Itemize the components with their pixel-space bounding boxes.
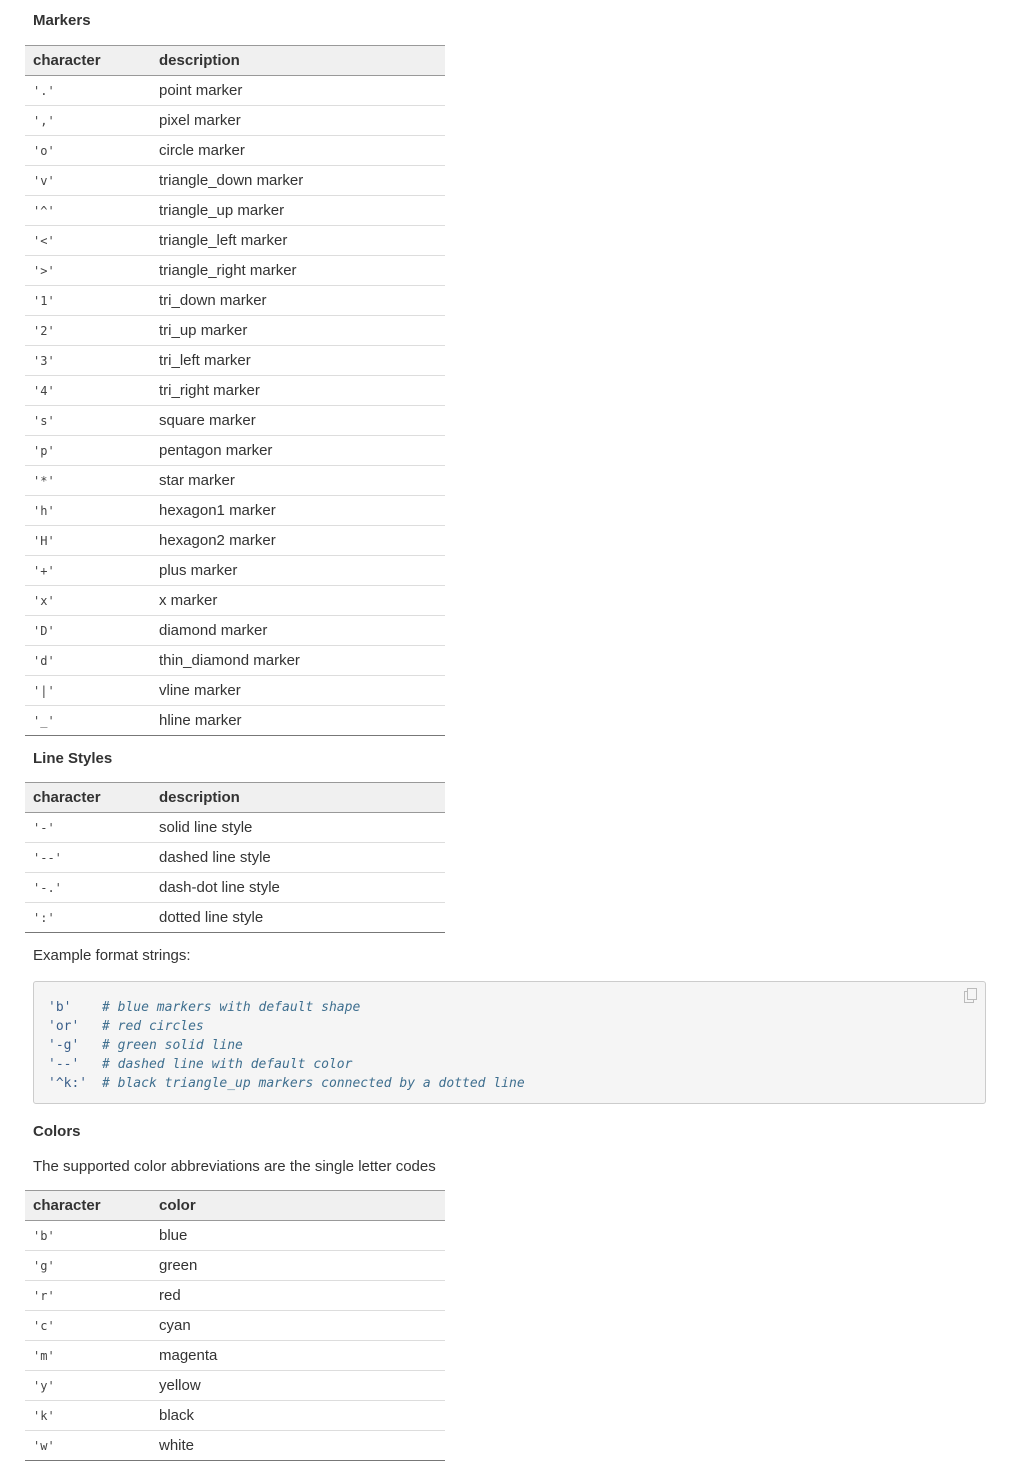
row-description: point marker xyxy=(151,76,445,106)
table-header-row xyxy=(25,1191,445,1221)
character-code: '+' xyxy=(33,564,55,578)
character-code: '-' xyxy=(33,821,55,835)
table-row xyxy=(25,1401,445,1431)
row-description: triangle_left marker xyxy=(151,226,445,256)
row-description: plus marker xyxy=(151,556,445,586)
code-string: '^k:' xyxy=(48,1076,88,1091)
character-code: '<' xyxy=(33,234,55,248)
character-code: '2' xyxy=(33,324,55,338)
column-header: character xyxy=(25,46,151,76)
table-row xyxy=(25,646,445,676)
table-row xyxy=(25,706,445,736)
character-code: 'w' xyxy=(33,1439,55,1453)
table-row xyxy=(25,406,445,436)
markers-table-body xyxy=(25,76,445,736)
row-description: triangle_down marker xyxy=(151,166,445,196)
table-header-row xyxy=(25,46,445,76)
character-code: '_' xyxy=(33,714,55,728)
table-row xyxy=(25,1251,445,1281)
character-code: 'D' xyxy=(33,624,55,638)
table-row xyxy=(25,496,445,526)
character-code: 'x' xyxy=(33,594,55,608)
code-block xyxy=(33,981,986,1104)
code-string: 'b' xyxy=(48,1000,72,1015)
table-row xyxy=(25,346,445,376)
table-row xyxy=(25,1371,445,1401)
row-description: cyan xyxy=(151,1311,445,1341)
code-comment: # black triangle_up markers connected by a dotted line xyxy=(102,1076,525,1091)
character-code: '3' xyxy=(33,354,55,368)
row-description: black xyxy=(151,1401,445,1431)
character-code: ',' xyxy=(33,114,55,128)
row-description: circle marker xyxy=(151,136,445,166)
character-code: '1' xyxy=(33,294,55,308)
table-row xyxy=(25,1311,445,1341)
row-description: dotted line style xyxy=(151,903,445,933)
row-description: tri_right marker xyxy=(151,376,445,406)
character-code: '*' xyxy=(33,474,55,488)
character-code: '|' xyxy=(33,684,55,698)
row-description: hexagon2 marker xyxy=(151,526,445,556)
character-code: 'h' xyxy=(33,504,55,518)
character-code: '4' xyxy=(33,384,55,398)
markers-table xyxy=(25,45,445,736)
colors-table xyxy=(25,1190,445,1461)
character-code: 'm' xyxy=(33,1349,55,1363)
column-header: character xyxy=(25,783,151,813)
row-description: thin_diamond marker xyxy=(151,646,445,676)
column-header: description xyxy=(151,783,445,813)
code-line xyxy=(48,998,525,1017)
code-comment: # dashed line with default color xyxy=(102,1057,353,1072)
row-description: square marker xyxy=(151,406,445,436)
table-row xyxy=(25,843,445,873)
table-row xyxy=(25,196,445,226)
table-row xyxy=(25,676,445,706)
column-header: character xyxy=(25,1191,151,1221)
table-row xyxy=(25,256,445,286)
row-description: red xyxy=(151,1281,445,1311)
character-code: '-.' xyxy=(33,881,62,895)
table-row xyxy=(25,1281,445,1311)
row-description: solid line style xyxy=(151,813,445,843)
character-code: 'p' xyxy=(33,444,55,458)
row-description: green xyxy=(151,1251,445,1281)
markers-heading: Markers xyxy=(33,12,91,29)
row-description: dashed line style xyxy=(151,843,445,873)
code-string: 'or' xyxy=(48,1019,80,1034)
colors-table-body xyxy=(25,1221,445,1461)
table-row xyxy=(25,106,445,136)
table-row xyxy=(25,526,445,556)
row-description: yellow xyxy=(151,1371,445,1401)
table-row xyxy=(25,1341,445,1371)
code-line xyxy=(48,1036,525,1055)
examples-intro: Example format strings: xyxy=(33,947,191,964)
table-row xyxy=(25,586,445,616)
line-styles-heading: Line Styles xyxy=(33,750,113,767)
row-description: triangle_right marker xyxy=(151,256,445,286)
code-lines xyxy=(48,998,525,1093)
table-row xyxy=(25,873,445,903)
row-description: dash-dot line style xyxy=(151,873,445,903)
character-code: 'H' xyxy=(33,534,55,548)
row-description: hline marker xyxy=(151,706,445,736)
row-description: white xyxy=(151,1431,445,1461)
character-code: 'o' xyxy=(33,144,55,158)
line-styles-table-body xyxy=(25,813,445,933)
table-row xyxy=(25,226,445,256)
table-header-row xyxy=(25,783,445,813)
character-code: '--' xyxy=(33,851,62,865)
colors-heading: Colors xyxy=(33,1123,81,1140)
row-description: hexagon1 marker xyxy=(151,496,445,526)
row-description: triangle_up marker xyxy=(151,196,445,226)
table-row xyxy=(25,1221,445,1251)
character-code: 'v' xyxy=(33,174,55,188)
code-line xyxy=(48,1074,525,1093)
table-row xyxy=(25,556,445,586)
code-line xyxy=(48,1055,525,1074)
character-code: '^' xyxy=(33,204,55,218)
table-row xyxy=(25,286,445,316)
row-description: pentagon marker xyxy=(151,436,445,466)
character-code: 'd' xyxy=(33,654,55,668)
table-row xyxy=(25,903,445,933)
line-styles-table xyxy=(25,782,445,933)
character-code: '>' xyxy=(33,264,55,278)
row-description: tri_down marker xyxy=(151,286,445,316)
row-description: magenta xyxy=(151,1341,445,1371)
character-code: 'c' xyxy=(33,1319,55,1333)
row-description: x marker xyxy=(151,586,445,616)
code-string: '-g' xyxy=(48,1038,80,1053)
table-row xyxy=(25,616,445,646)
code-comment: # blue markers with default shape xyxy=(102,1000,361,1015)
row-description: diamond marker xyxy=(151,616,445,646)
character-code: 'k' xyxy=(33,1409,55,1423)
character-code: 'b' xyxy=(33,1229,55,1243)
row-description: star marker xyxy=(151,466,445,496)
table-row xyxy=(25,813,445,843)
character-code: '.' xyxy=(33,84,55,98)
table-row xyxy=(25,376,445,406)
code-string: '--' xyxy=(48,1057,80,1072)
character-code: 'r' xyxy=(33,1289,55,1303)
table-row xyxy=(25,136,445,166)
row-description: pixel marker xyxy=(151,106,445,136)
colors-intro: The supported color abbreviations are the single letter codes xyxy=(33,1158,436,1175)
row-description: vline marker xyxy=(151,676,445,706)
character-code: 'g' xyxy=(33,1259,55,1273)
row-description: blue xyxy=(151,1221,445,1251)
table-row xyxy=(25,436,445,466)
table-row xyxy=(25,76,445,106)
character-code: 'y' xyxy=(33,1379,55,1393)
row-description: tri_left marker xyxy=(151,346,445,376)
character-code: ':' xyxy=(33,911,55,925)
table-row xyxy=(25,1431,445,1461)
code-comment: # red circles xyxy=(102,1019,204,1034)
table-row xyxy=(25,166,445,196)
table-row xyxy=(25,466,445,496)
code-line xyxy=(48,1017,525,1036)
row-description: tri_up marker xyxy=(151,316,445,346)
column-header: description xyxy=(151,46,445,76)
table-row xyxy=(25,316,445,346)
code-comment: # green solid line xyxy=(102,1038,243,1053)
character-code: 's' xyxy=(33,414,55,428)
column-header: color xyxy=(151,1191,445,1221)
copy-icon[interactable] xyxy=(963,988,979,1004)
